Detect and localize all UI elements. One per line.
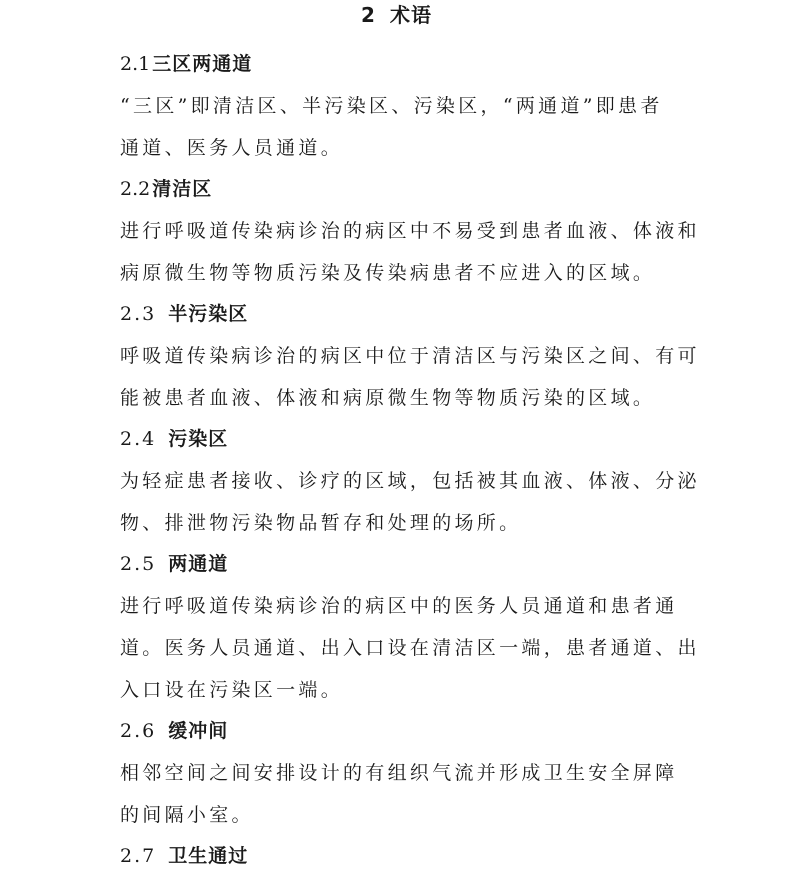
- term-heading-2-7: [120, 844, 248, 868]
- term-number: 2.7: [120, 845, 157, 867]
- term-heading-2-2: [120, 177, 212, 201]
- chapter-number: 2: [361, 3, 376, 27]
- term-definition-line: 通道、医务人员通道。: [120, 137, 344, 159]
- term-definition-line: 为轻症患者接收、诊疗的区域，包括被其血液、体液、分泌: [120, 470, 700, 492]
- term-heading-2-4: [120, 427, 228, 451]
- term-definition-line: 病原微生物等物质污染及传染病患者不应进入的区域。: [120, 262, 656, 284]
- term-heading-2-1: [120, 52, 252, 76]
- term-name: 三区两通道: [152, 53, 253, 75]
- term-definition-line: 能被患者血液、体液和病原微生物等物质污染的区域。: [120, 387, 656, 409]
- term-definition-line: “三区”即清洁区、半污染区、污染区，“两通道”即患者: [120, 95, 663, 117]
- term-heading-2-5: [120, 552, 228, 576]
- term-heading-2-6: [120, 719, 228, 743]
- term-number: 2.1: [120, 53, 151, 75]
- term-heading-2-3: [120, 302, 248, 326]
- term-definition-line: 的间隔小室。: [120, 804, 254, 826]
- term-name: 卫生通过: [168, 845, 249, 867]
- term-definition-line: 进行呼吸道传染病诊治的病区中不易受到患者血液、体液和: [120, 220, 700, 242]
- term-name: 两通道: [168, 553, 229, 575]
- term-number: 2.2: [120, 178, 151, 200]
- term-number: 2.3: [120, 303, 157, 325]
- term-definition-line: 物、排泄物污染物品暂存和处理的场所。: [120, 512, 522, 534]
- term-number: 2.4: [120, 428, 157, 450]
- term-definition-line: 入口设在污染区一端。: [120, 679, 344, 701]
- term-number: 2.5: [120, 553, 157, 575]
- chapter-name: 术语: [389, 3, 432, 27]
- term-definition-line: 道。医务人员通道、出入口设在清洁区一端，患者通道、出: [120, 637, 700, 659]
- term-definition-line: 进行呼吸道传染病诊治的病区中的医务人员通道和患者通: [120, 595, 678, 617]
- term-name: 半污染区: [168, 303, 249, 325]
- term-name: 缓冲间: [168, 720, 229, 742]
- term-definition-line: 相邻空间之间安排设计的有组织气流并形成卫生安全屏障: [120, 762, 678, 784]
- term-number: 2.6: [120, 720, 157, 742]
- term-definition-line: 呼吸道传染病诊治的病区中位于清洁区与污染区之间、有可: [120, 345, 700, 367]
- chapter-title: [0, 3, 793, 27]
- term-name: 污染区: [168, 428, 229, 450]
- term-name: 清洁区: [152, 178, 213, 200]
